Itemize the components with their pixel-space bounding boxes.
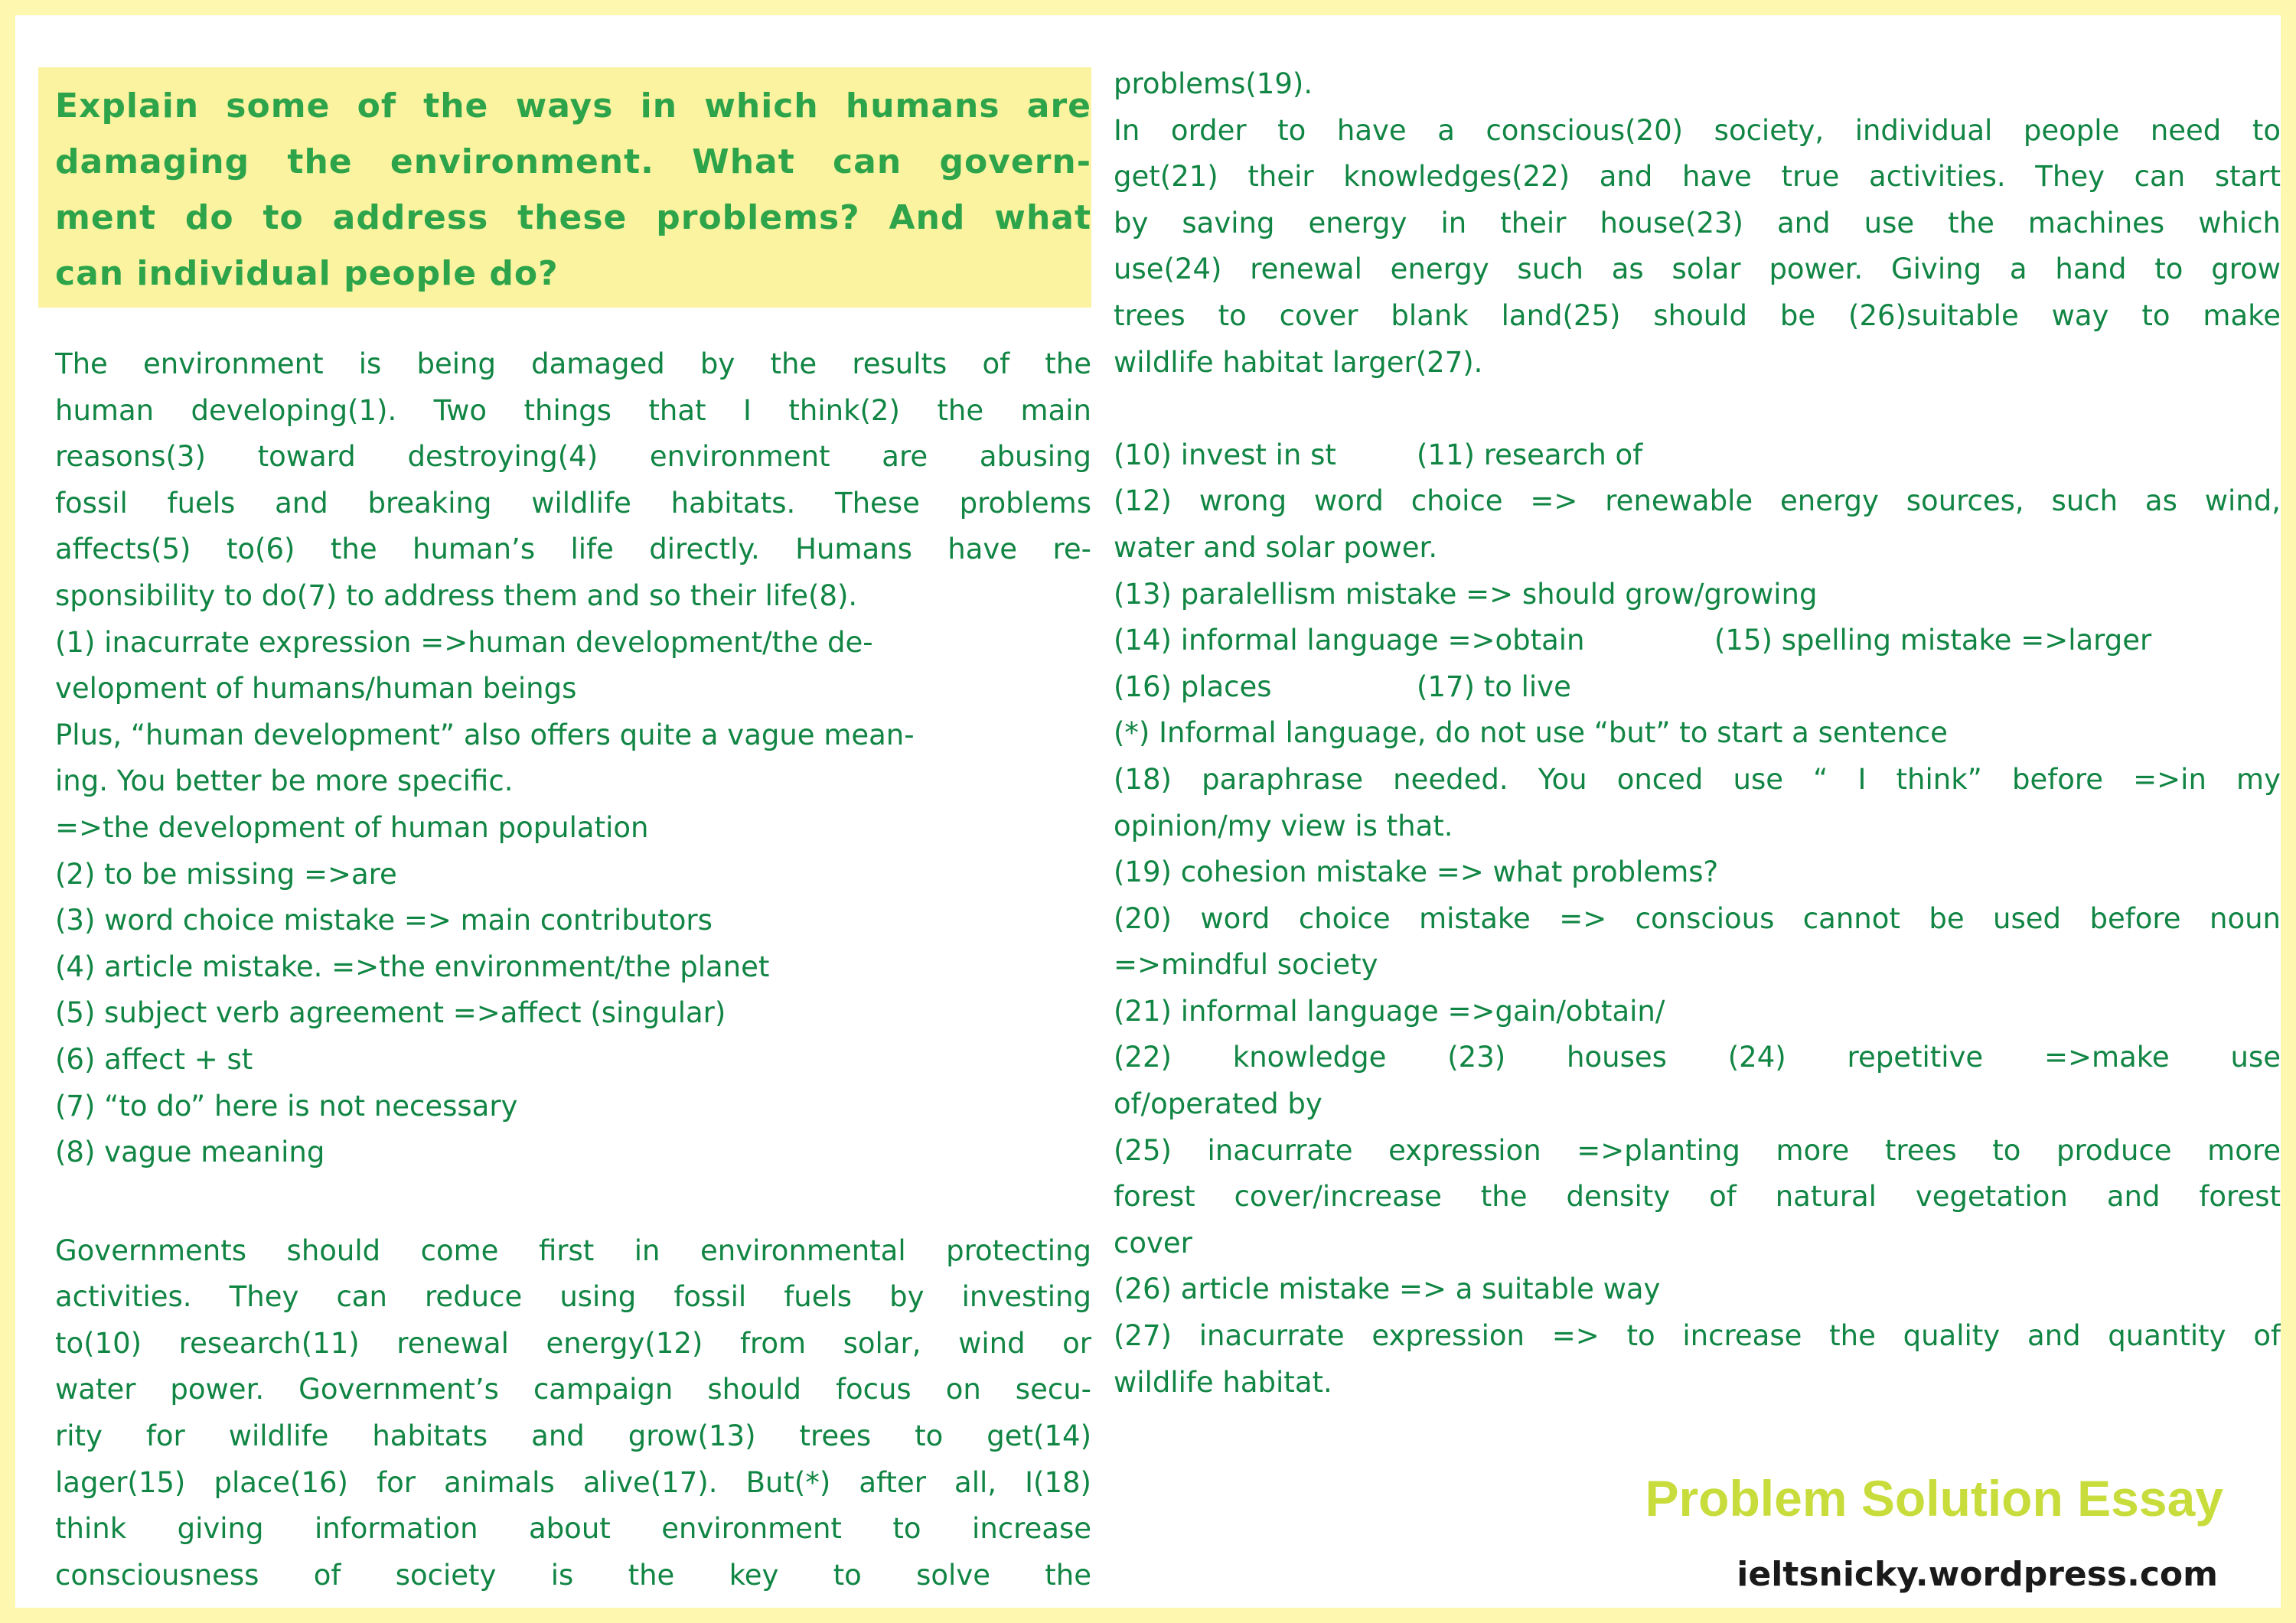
note-line: (25) inacurrate expression =>planting more trees to produce more [1114,1133,2281,1167]
question-line: can individual people do? [55,254,559,293]
note-line: (22) knowledge (23) houses (24) repetitive =>make use [1114,1041,2281,1074]
right-column [1114,61,2281,1406]
note-item: (17) to live [1417,670,1571,703]
note-row [1114,664,2281,711]
note-line: (19) cohesion mistake => what problems? [1114,855,1719,889]
paragraph-line: Governments should come first in environmental protecting [55,1234,1091,1267]
paragraph-line: In order to have a conscious(20) society, individual people need to [1114,113,2281,147]
note-line: of/operated by [1114,1087,1322,1121]
paragraph-line: problems(19). [1114,67,1313,100]
paragraph-line: sponsibility to do(7) to address them and so their life(8). [55,578,858,612]
note-item: (15) spelling mistake =>larger [1714,624,2152,657]
note-line: water and solar power. [1114,530,1438,564]
note-line: velopment of humans/human beings [55,672,577,706]
document-page [15,15,2281,1608]
note-line: (8) vague meaning [55,1136,325,1169]
correction-notes-2 [1114,432,2281,1406]
note-line: ing. You better be more specific. [55,764,514,798]
paragraph-line: consciousness of society is the key to solve the [55,1558,1091,1592]
paragraph-line: to(10) research(11) renewal energy(12) from solar, wind or [55,1326,1091,1360]
note-line: opinion/my view is that. [1114,809,1453,842]
essay-question [38,67,1091,308]
note-line: forest cover/increase the density of natural vegetation and forest [1114,1180,2281,1214]
left-column [55,67,1091,1599]
note-line: =>the development of human population [55,810,649,844]
correction-notes-1 [55,620,1091,1176]
note-line: (12) wrong word choice => renewable energy sources, such as wind, [1114,484,2281,518]
note-line: (3) word choice mistake => main contributors [55,904,713,937]
blank-line [1114,386,2281,432]
paragraph-line: reasons(3) toward destroying(4) environment are abusing [55,440,1091,474]
note-item: (16) places [1114,670,1272,703]
paragraph-line: get(21) their knowledges(22) and have true activities. They can start [1114,160,2281,194]
note-line: (20) word choice mistake => conscious cannot be used before noun [1114,901,2281,935]
site-url[interactable]: ieltsnicky.wordpress.com [1737,1555,2218,1594]
paragraph-line: fossil fuels and breaking wildlife habitats. These problems [55,486,1091,520]
essay-type-title: Problem Solution Essay [1645,1470,2223,1527]
question-line: ment do to address these problems? And what [55,198,1091,237]
note-line: (13) paralellism mistake => should grow/growing [1114,577,1818,611]
note-line: (1) inacurrate expression =>human development/the de- [55,625,873,659]
note-row [1114,618,2281,664]
paragraph-line: wildlife habitat larger(27). [1114,345,1483,379]
note-line: (2) to be missing =>are [55,857,397,891]
paragraph-line: affects(5) to(6) the human’s life directly. Humans have re- [55,533,1091,566]
essay-paragraph-2 [55,1228,1091,1599]
paragraph-line: human developing(1). Two things that I think(2) the main [55,393,1091,427]
question-line: Explain some of the ways in which humans are [55,86,1091,125]
note-line: wildlife habitat. [1114,1365,1332,1399]
note-line: Plus, “human development” also offers quite a vague mean- [55,718,915,751]
note-item: (10) invest in st [1114,438,1336,471]
note-line: (7) “to do” here is not necessary [55,1089,518,1123]
essay-paragraph-3 [1114,61,2281,386]
paragraph-line: use(24) renewal energy such as solar power. Giving a hand to grow [1114,253,2281,286]
note-line: (18) paraphrase needed. You onced use “ I think” before =>in my [1114,762,2281,796]
note-line: (6) affect + st [55,1042,253,1076]
essay-paragraph-1 [55,341,1091,620]
note-line: (26) article mistake => a suitable way [1114,1273,1661,1306]
note-item: (11) research of [1417,438,1643,471]
note-line: (*) Informal language, do not use “but” to start a sentence [1114,716,1948,750]
paragraph-line: by saving energy in their house(23) and use the machines which [1114,206,2281,240]
note-line: cover [1114,1226,1192,1260]
paragraph-line: activities. They can reduce using fossil fuels by investing [55,1280,1091,1314]
paragraph-line: water power. Government’s campaign should focus on secu- [55,1373,1091,1406]
note-item: (14) informal language =>obtain [1114,624,1585,657]
note-line: (27) inacurrate expression => to increase the quality and quantity of [1114,1319,2281,1353]
note-row [1114,432,2281,479]
question-line: damaging the environment. What can govern- [55,142,1091,181]
note-line: (5) subject verb agreement =>affect (singular) [55,996,726,1030]
paragraph-line: think giving information about environment to increase [55,1512,1091,1546]
note-line: (4) article mistake. =>the environment/the planet [55,950,770,983]
paragraph-line: The environment is being damaged by the results of the [55,347,1091,380]
paragraph-line: lager(15) place(16) for animals alive(17). But(*) after all, I(18) [55,1465,1091,1499]
paragraph-line: trees to cover blank land(25) should be (26)suitable way to make [1114,298,2281,332]
paragraph-line: rity for wildlife habitats and grow(13) trees to get(14) [55,1419,1091,1453]
note-line: =>mindful society [1114,948,1378,982]
note-line: (21) informal language =>gain/obtain/ [1114,994,1665,1028]
